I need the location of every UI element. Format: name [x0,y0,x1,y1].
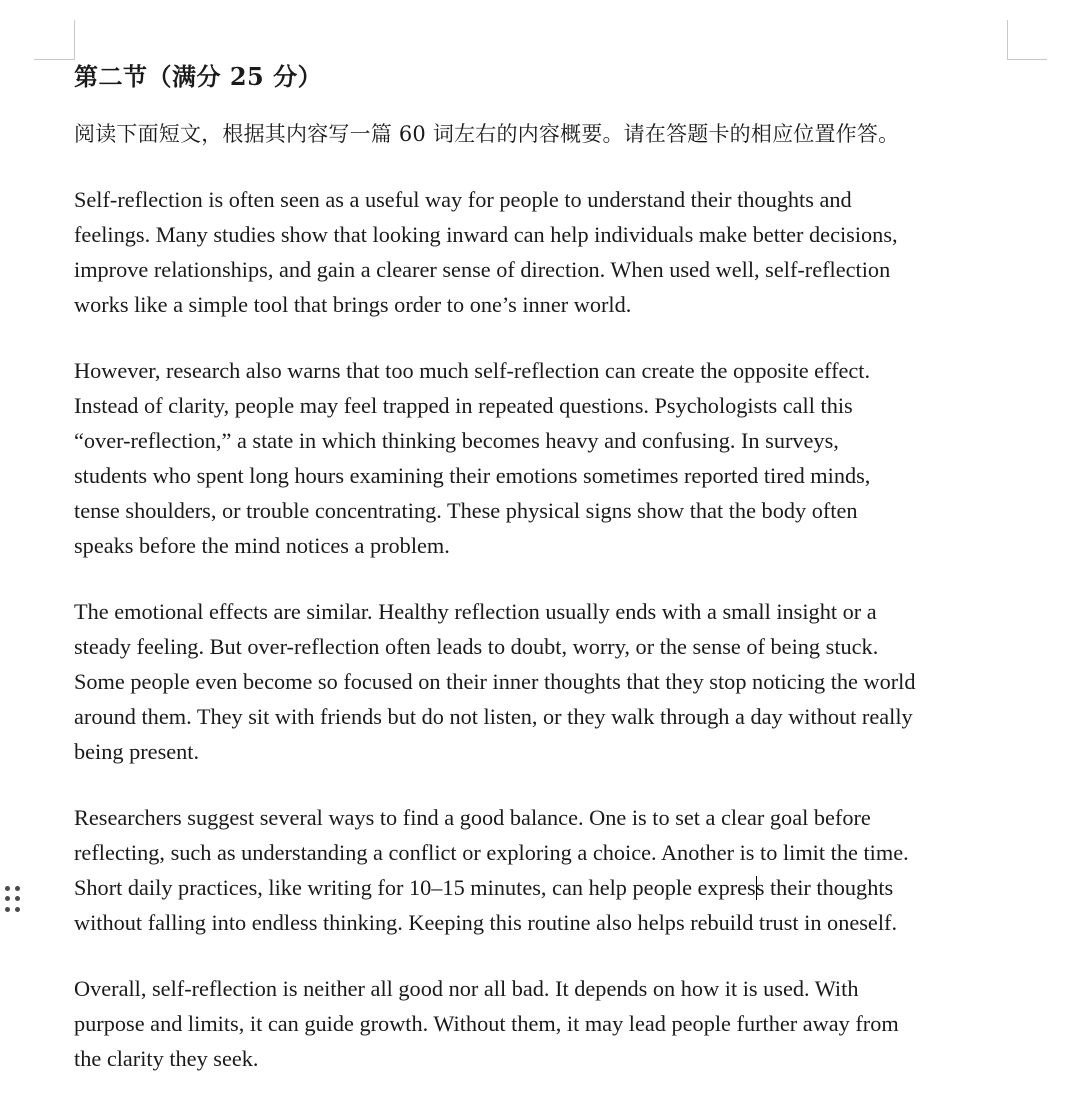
paragraph-line: improve relationships, and gain a clearer sense of direction. When used well, self-reflection [74,257,891,282]
paragraph-3[interactable] [74,594,1014,769]
paragraph-line: steady feeling. But over-reflection often leads to doubt, worry, or the sense of being stuck. [74,634,879,659]
paragraph-line: being present. [74,739,200,764]
paragraph-line: However, research also warns that too much self-reflection can create the opposite effect. [74,358,871,383]
paragraph-line: purpose and limits, it can guide growth. Without them, it may lead people further away from [74,1011,899,1036]
paragraph-line-with-cursor [74,870,1014,905]
drag-dot [5,896,10,901]
paragraph-line: Instead of clarity, people may feel trapped in repeated questions. Psychologists call this [74,393,853,418]
paragraph-line: students who spent long hours examining their emotions sometimes reported tired minds, [74,463,871,488]
paragraph-2[interactable] [74,353,1014,563]
paragraph-line: “over-reflection,” a state in which thinking becomes heavy and confusing. In surveys, [74,428,839,453]
cursor-line-after: s their thoughts [755,875,894,900]
paragraph-line: speaks before the mind notices a problem. [74,533,450,558]
drag-dot [15,907,20,912]
paragraph-1[interactable] [74,182,1014,322]
drag-dot [15,886,20,891]
paragraph-line: Overall, self-reflection is neither all good nor all bad. It depends on how it is used. With [74,976,859,1001]
cursor-line-before: Short daily practices, like writing for 10–15 minutes, can help people expres [74,875,756,900]
paragraph-line: feelings. Many studies show that looking inward can help individuals make better decisions, [74,222,898,247]
drag-dot [5,886,10,891]
paragraph-4[interactable] [74,800,1014,940]
paragraph-line: Self-reflection is often seen as a useful way for people to understand their thoughts and [74,187,852,212]
instruction-text: 阅读下面短文，根据其内容写一篇 60 词左右的内容概要。请在答题卡的相应位置作答。 [74,122,900,146]
paragraph-line: reflecting, such as understanding a conflict or exploring a choice. Another is to limit the time. [74,840,909,865]
crop-mark-top-left-horizontal [34,59,75,60]
paragraph-line: tense shoulders, or trouble concentrating. These physical signs show that the body often [74,498,858,523]
document-body[interactable] [74,60,1014,1107]
crop-mark-top-left-vertical [74,20,75,60]
paragraph-line: The emotional effects are similar. Healthy reflection usually ends with a small insight or a [74,599,877,624]
drag-handle-icon[interactable] [5,886,19,912]
drag-dot [5,907,10,912]
paragraph-5[interactable] [74,971,1014,1076]
crop-mark-top-right-vertical [1007,20,1008,60]
section-title: 第二节（满分 25 分） [74,62,323,91]
paragraph-line: the clarity they seek. [74,1046,259,1071]
paragraph-line: Some people even become so focused on their inner thoughts that they stop noticing the world [74,669,916,694]
paragraph-line: Researchers suggest several ways to find a good balance. One is to set a clear goal before [74,805,871,830]
paragraph-line: works like a simple tool that brings order to one’s inner world. [74,292,632,317]
paragraph-line: without falling into endless thinking. Keeping this routine also helps rebuild trust in oneself. [74,910,898,935]
drag-dot [15,896,20,901]
paragraph-line: around them. They sit with friends but do not listen, or they walk through a day without really [74,704,913,729]
